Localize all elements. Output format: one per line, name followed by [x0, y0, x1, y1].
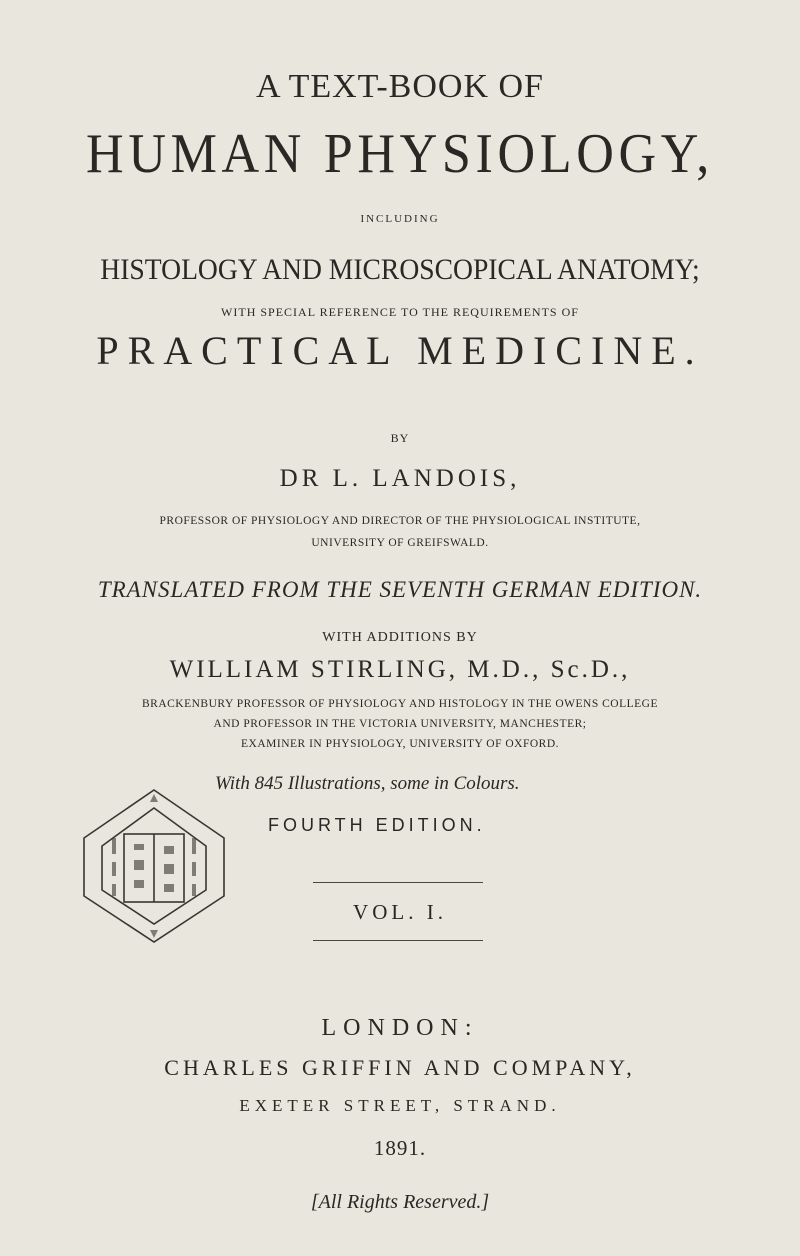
publication-place: LONDON:	[321, 1015, 479, 1041]
subtitle-2: PRACTICAL MEDICINE.	[96, 328, 704, 373]
by-label: BY	[390, 431, 410, 445]
subtitle: HISTOLOGY AND MICROSCOPICAL ANATOMY;	[100, 253, 700, 286]
rights-line: [All Rights Reserved.]	[310, 1191, 490, 1213]
author-position-1: PROFESSOR OF PHYSIOLOGY AND DIRECTOR OF THE PHYSIOLOGICAL INSTITUTE,	[159, 515, 641, 527]
translator-position-1: BRACKENBURY PROFESSOR OF PHYSIOLOGY AND HISTOLOGY IN THE OWENS COLLEGE	[141, 698, 658, 710]
title-line-1: A TEXT-BOOK OF	[256, 68, 544, 105]
publication-year: 1891.	[373, 1136, 427, 1160]
title-line-2: HUMAN PHYSIOLOGY,	[86, 123, 714, 185]
publisher-address: EXETER STREET, STRAND.	[239, 1096, 561, 1115]
translator-name: WILLIAM STIRLING, M.D., Sc.D.,	[169, 656, 631, 683]
translator-position-3: EXAMINER IN PHYSIOLOGY, UNIVERSITY OF OXFORD.	[241, 738, 559, 750]
library-stamp-icon	[74, 786, 234, 946]
author-position-2: UNIVERSITY OF GREIFSWALD.	[311, 537, 489, 549]
including-label: INCLUDING	[360, 213, 440, 225]
publisher-name: CHARLES GRIFFIN AND COMPANY,	[164, 1055, 636, 1080]
edition-line: FOURTH EDITION.	[268, 815, 486, 835]
volume-label: VOL. I.	[353, 900, 447, 924]
volume-rule-bottom	[313, 940, 483, 941]
author-name: DR L. LANDOIS,	[279, 465, 521, 492]
reference-line: WITH SPECIAL REFERENCE TO THE REQUIREMENTS OF	[221, 305, 579, 319]
volume-rule-top	[313, 882, 483, 883]
translator-position-2: AND PROFESSOR IN THE VICTORIA UNIVERSITY, MANCHESTER;	[213, 718, 587, 730]
illustrations-line: With 845 Illustrations, some in Colours.	[215, 773, 520, 794]
translated-line: TRANSLATED FROM THE SEVENTH GERMAN EDITION.	[97, 577, 703, 602]
additions-label: WITH ADDITIONS BY	[322, 630, 478, 645]
